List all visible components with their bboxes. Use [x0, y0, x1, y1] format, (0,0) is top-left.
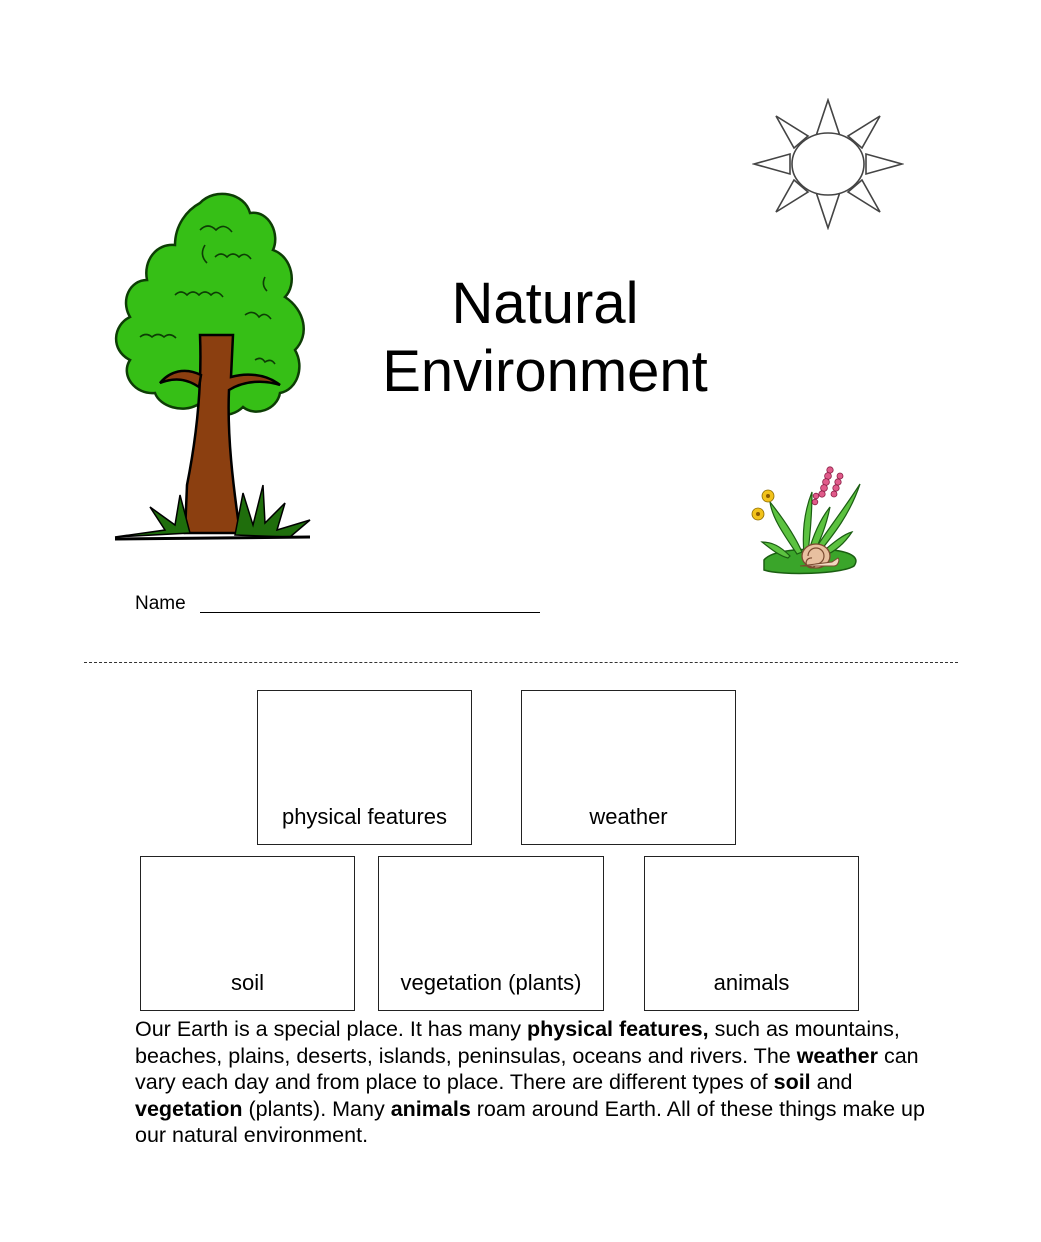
- paragraph-text: Our Earth is a special place. It has many: [135, 1017, 527, 1041]
- description-paragraph: [135, 1016, 925, 1149]
- paragraph-text: roam around Earth. All of these things make up our natural environment.: [135, 1096, 925, 1147]
- box-label: weather: [589, 804, 668, 829]
- weather-box[interactable]: [521, 690, 736, 845]
- paragraph-text: and: [810, 1070, 853, 1094]
- name-label: Name: [135, 593, 186, 614]
- paragraph-text: such as mountains, beaches, plains, deserts, islands, peninsulas, oceans and rivers. The: [135, 1017, 900, 1068]
- paragraph-bold: animals: [390, 1096, 471, 1121]
- paragraph-text: can vary each day and from place to place. There are different types of: [135, 1043, 919, 1094]
- name-field[interactable]: [200, 612, 540, 613]
- vegetation-box[interactable]: [378, 856, 604, 1011]
- physical-features-box[interactable]: [257, 690, 472, 845]
- paragraph-bold: vegetation: [135, 1096, 243, 1121]
- paragraph-bold: weather: [796, 1043, 878, 1068]
- paragraph-bold: physical features,: [526, 1017, 709, 1041]
- box-label: vegetation (plants): [400, 970, 582, 995]
- title-line-2: Environment: [382, 339, 708, 404]
- flowers-snail-icon: [742, 462, 867, 577]
- animals-box[interactable]: [644, 856, 859, 1011]
- title-line-1: Natural: [451, 271, 639, 336]
- paragraph-bold: soil: [773, 1070, 811, 1094]
- box-label: animals: [713, 970, 790, 995]
- page-title: [340, 270, 750, 406]
- sun-icon: [752, 98, 904, 230]
- box-label: soil: [230, 970, 264, 995]
- dashed-cut-line: [84, 662, 958, 663]
- soil-box[interactable]: [140, 856, 355, 1011]
- paragraph-text: (plants). Many: [242, 1096, 391, 1121]
- tree-icon: [105, 185, 320, 545]
- box-label: physical features: [281, 804, 448, 829]
